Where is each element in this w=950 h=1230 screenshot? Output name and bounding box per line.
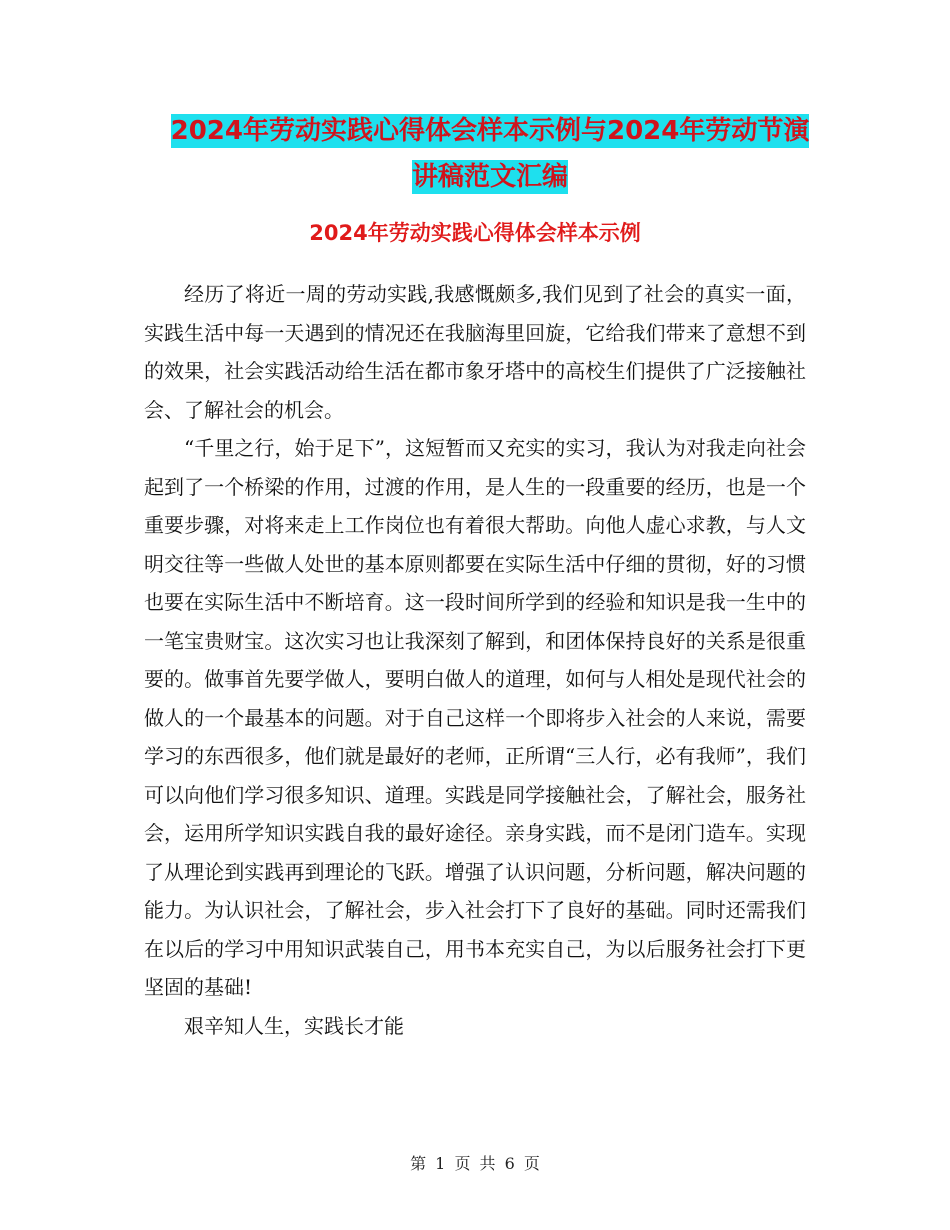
section-heading: 2024年劳动实践心得体会样本示例 [309,221,641,245]
page-footer: 第 1 页 共 6 页 [410,1154,540,1173]
paragraph: 艰辛知人生，实践长才能 [184,1013,404,1038]
body-text [144,275,806,1045]
paragraph: “千里之行，始于足下”，这短暂而又充实的实习，我认为对我走向社会起到了一个桥梁的作用，过渡的作用，是人生的一段重要的经历，也是一个重要步骤，对将来走上工作岗位也有着很大帮助。向他人虚心求教，与人文明交往等一些做人处世的基本原则都要在实际生活中仔细的贯彻，好的习惯也要在实际生活中不断培育。这一段时间所学到的经验和知识是我一生中的一笔宝贵财宝。这次实习也让我深刻了解到，和团体保持良好的关系是很重要的。做事首先要学做人，要明白做人的道理，如何与人相处是现代社会的做人的一个最基本的问题。对于自己这样一个即将步入社会的人来说，需要学习的东西很多，他们就是最好的老师，正所谓“三人行，必有我师”，我们可以向他们学习很多知识、道理。实践是同学接触社会，了解社会，服务社会，运用所学知识实践自我的最好途径。亲身实践，而不是闭门造车。实现了从理论到实践再到理论的飞跃。增强了认识问题，分析问题，解决问题的能力。为认识社会，了解社会，步入社会打下了良好的基础。同时还需我们在以后的学习中用知识武装自己，用书本充实自己，为以后服务社会打下更坚固的基础! [144,436,806,999]
title-line-2: 讲稿范文汇编 [411,162,568,192]
title-line-1: 2024年劳动实践心得体会样本示例与2024年劳动节演 [170,116,810,146]
document-title [150,108,830,200]
paragraph: 经历了将近一周的劳动实践,我感慨颇多,我们见到了社会的真实一面，实践生活中每一天遇到的情况还在我脑海里回旋，它给我们带来了意想不到的效果，社会实践活动给生活在都市象牙塔中的高校生们提供了广泛接触社会、了解社会的机会。 [144,282,806,422]
